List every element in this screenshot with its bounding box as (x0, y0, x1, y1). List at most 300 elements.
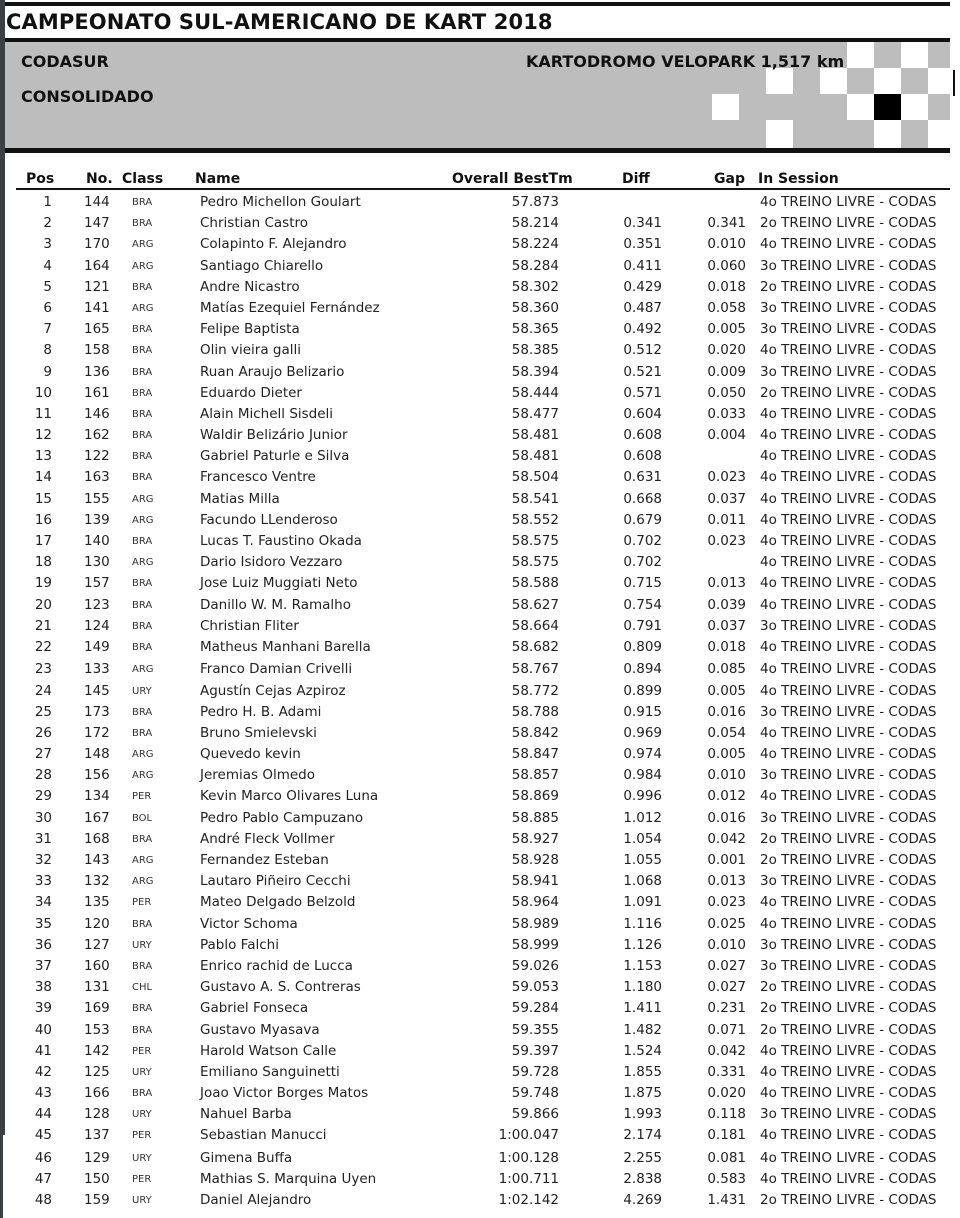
viewer-left-edge-lower (0, 1135, 3, 1218)
cell-pos: 33 (34, 873, 52, 890)
cell-driver-name: Danillo W. M. Ramalho (200, 596, 351, 613)
cell-best-time: 1:00.128 (498, 1149, 559, 1166)
cell-gap: 0.027 (707, 957, 746, 974)
cell-session: 3o TREINO LIVRE - CODAS (760, 957, 937, 974)
cell-kart-number: 173 (84, 703, 110, 720)
cell-pos: 37 (34, 957, 52, 974)
cell-best-time: 58.869 (511, 788, 559, 805)
table-row (16, 467, 950, 488)
cell-kart-number: 150 (84, 1171, 110, 1187)
cell-pos: 2 (43, 215, 52, 232)
cell-pos: 9 (43, 363, 52, 380)
cell-pos: 1 (43, 194, 52, 210)
cell-session: 4o TREINO LIVRE - CODAS (760, 788, 937, 805)
cell-driver-name: Olin vieira galli (200, 342, 301, 359)
cell-best-time: 58.385 (511, 342, 559, 359)
cell-best-time: 59.866 (511, 1106, 559, 1123)
cell-pos: 46 (34, 1149, 52, 1166)
cell-gap: 0.009 (707, 363, 746, 380)
cell-pos: 11 (34, 405, 52, 422)
cell-pos: 38 (34, 979, 52, 996)
table-row (16, 510, 950, 531)
cell-class: BRA (132, 281, 153, 293)
cell-session: 4o TREINO LIVRE - CODAS (760, 746, 937, 763)
cell-gap: 0.039 (707, 596, 746, 613)
cell-diff: 0.899 (623, 682, 662, 699)
report-type-label: CONSOLIDADO (21, 87, 154, 106)
cell-class: BRA (132, 706, 153, 718)
cell-session: 4o TREINO LIVRE - CODAS (760, 1063, 937, 1080)
table-row (16, 786, 950, 807)
col-header-gap: Gap (714, 171, 745, 187)
cell-gap: 0.583 (707, 1171, 746, 1187)
cell-diff: 0.679 (623, 511, 662, 528)
cell-session: 3o TREINO LIVRE - CODAS (760, 936, 937, 953)
cell-kart-number: 161 (84, 384, 110, 401)
cell-gap: 0.004 (707, 427, 746, 444)
cell-best-time: 58.481 (511, 448, 559, 465)
cell-class: PER (132, 897, 152, 909)
cell-diff: 1.411 (623, 1000, 662, 1017)
cell-diff: 1.068 (623, 873, 662, 890)
cell-best-time: 58.575 (511, 533, 559, 549)
cell-session: 3o TREINO LIVRE - CODAS (760, 321, 937, 338)
results-page (5, 0, 955, 1218)
cell-class: ARG (132, 664, 154, 676)
cell-best-time: 58.504 (511, 469, 559, 486)
cell-driver-name: Waldir Belizário Junior (200, 427, 348, 444)
cell-kart-number: 140 (84, 533, 110, 549)
cell-gap: 0.005 (707, 682, 746, 699)
cell-kart-number: 130 (84, 554, 110, 571)
cell-kart-number: 153 (84, 1021, 110, 1038)
cell-class: ARG (132, 749, 154, 761)
results-table-header (16, 171, 950, 190)
cell-session: 4o TREINO LIVRE - CODAS (760, 405, 937, 422)
cell-best-time: 58.394 (511, 363, 559, 380)
cell-best-time: 58.588 (511, 575, 559, 592)
table-row (16, 616, 950, 637)
cell-class: BRA (132, 578, 153, 590)
cell-kart-number: 145 (84, 682, 110, 699)
table-row (16, 956, 950, 977)
cell-gap: 0.023 (707, 894, 746, 911)
cell-driver-name: Gimena Buffa (200, 1149, 293, 1166)
cell-best-time: 58.772 (511, 682, 559, 699)
cell-best-time: 58.928 (511, 852, 559, 868)
cell-session: 2o TREINO LIVRE - CODAS (760, 1192, 937, 1209)
cell-kart-number: 131 (84, 979, 110, 996)
cell-driver-name: Emiliano Sanguinetti (200, 1063, 340, 1080)
cell-gap: 0.027 (707, 979, 746, 996)
cell-driver-name: Jose Luiz Muggiati Neto (200, 575, 358, 592)
cell-class: URY (132, 939, 152, 951)
cell-class: ARG (132, 876, 154, 888)
cell-gap: 0.181 (707, 1127, 746, 1144)
cell-class: ARG (132, 302, 154, 314)
cell-diff: 0.351 (623, 236, 662, 253)
cell-driver-name: Felipe Baptista (200, 321, 300, 338)
cell-class: URY (132, 1152, 152, 1164)
col-header-diff: Diff (622, 171, 650, 187)
col-header-name: Name (195, 171, 241, 187)
cell-kart-number: 160 (84, 957, 110, 974)
cell-kart-number: 125 (84, 1063, 110, 1080)
cell-session: 2o TREINO LIVRE - CODAS (760, 979, 937, 996)
cell-gap: 0.018 (707, 278, 746, 295)
cell-gap: 0.020 (707, 1085, 746, 1102)
cell-session: 4o TREINO LIVRE - CODAS (760, 554, 937, 571)
cell-class: BOL (132, 812, 153, 824)
cell-pos: 30 (34, 809, 52, 826)
cell-diff: 0.702 (623, 533, 662, 549)
cell-session: 4o TREINO LIVRE - CODAS (760, 1085, 937, 1102)
cell-pos: 42 (34, 1063, 52, 1080)
col-header-best-time-text: Overall BestTm (452, 171, 573, 187)
table-row (16, 659, 950, 680)
cell-diff: 4.269 (623, 1192, 662, 1209)
cell-class: PER (132, 1130, 152, 1142)
table-row (16, 1190, 950, 1211)
cell-kart-number: 149 (84, 638, 110, 655)
table-row (16, 681, 950, 702)
cell-best-time: 57.873 (511, 194, 559, 210)
cell-gap: 0.054 (707, 724, 746, 741)
cell-session: 4o TREINO LIVRE - CODAS (760, 427, 937, 444)
cell-driver-name: Colapinto F. Alejandro (200, 236, 347, 253)
cell-best-time: 58.767 (511, 661, 559, 678)
cell-session: 4o TREINO LIVRE - CODAS (760, 894, 937, 911)
cell-pos: 47 (34, 1171, 52, 1187)
table-row (16, 935, 950, 956)
cell-kart-number: 132 (84, 873, 110, 890)
cell-driver-name: Gabriel Paturle e Silva (200, 448, 350, 465)
cell-pos: 14 (34, 469, 52, 486)
table-row (16, 1148, 950, 1169)
cell-best-time: 59.284 (511, 1000, 559, 1017)
cell-diff: 0.411 (623, 257, 662, 274)
cell-session: 3o TREINO LIVRE - CODAS (760, 617, 937, 634)
cell-best-time: 58.477 (511, 405, 559, 422)
table-row (16, 383, 950, 404)
table-row (16, 744, 950, 765)
championship-title: CAMPEONATO SUL-AMERICANO DE KART 2018 (6, 10, 553, 34)
table-row (16, 277, 950, 298)
cell-pos: 35 (34, 915, 52, 932)
cell-class: BRA (132, 620, 153, 632)
cell-class: URY (132, 1066, 152, 1078)
table-row (16, 998, 950, 1019)
cell-diff: 0.512 (623, 342, 662, 359)
cell-session: 2o TREINO LIVRE - CODAS (760, 830, 937, 847)
cell-class: ARG (132, 855, 154, 866)
cell-session: 4o TREINO LIVRE - CODAS (760, 661, 937, 678)
table-row (16, 637, 950, 658)
cell-kart-number: 168 (84, 830, 110, 847)
col-header-no: No. (86, 171, 113, 187)
cell-diff: 0.341 (623, 215, 662, 232)
cell-best-time: 58.444 (511, 384, 559, 401)
cell-driver-name: Francesco Ventre (200, 469, 316, 486)
cell-diff: 1.055 (623, 852, 662, 868)
cell-pos: 48 (34, 1192, 52, 1209)
cell-best-time: 58.885 (511, 809, 559, 826)
cell-diff: 0.521 (623, 363, 662, 380)
cell-pos: 8 (43, 342, 52, 359)
cell-class: BRA (132, 218, 153, 230)
cell-diff: 0.608 (623, 448, 662, 465)
cell-class: URY (132, 1109, 152, 1121)
cell-class: BRA (132, 918, 153, 930)
cell-session: 4o TREINO LIVRE - CODAS (760, 1042, 937, 1059)
cell-driver-name: Christian Fliter (200, 617, 299, 634)
organization-label: CODASUR (21, 52, 109, 71)
cell-pos: 16 (34, 511, 52, 528)
cell-pos: 40 (34, 1021, 52, 1038)
cell-kart-number: 121 (84, 278, 110, 295)
cell-gap: 0.118 (707, 1106, 746, 1123)
table-row (16, 1169, 950, 1190)
cell-diff: 1.116 (623, 915, 662, 932)
cell-best-time: 59.748 (511, 1085, 559, 1102)
cell-session: 2o TREINO LIVRE - CODAS (760, 1000, 937, 1017)
cell-pos: 31 (34, 830, 52, 847)
cell-best-time: 58.575 (511, 554, 559, 571)
cell-kart-number: 129 (84, 1149, 110, 1166)
table-row (16, 914, 950, 935)
cell-session: 3o TREINO LIVRE - CODAS (760, 703, 937, 720)
cell-kart-number: 146 (84, 405, 110, 422)
cell-best-time: 59.053 (511, 979, 559, 996)
cell-gap: 0.085 (707, 661, 746, 678)
cell-best-time: 58.941 (511, 873, 559, 890)
cell-driver-name: Gustavo Myasava (200, 1021, 320, 1038)
cell-session: 2o TREINO LIVRE - CODAS (760, 852, 937, 868)
cell-class: ARG (132, 770, 154, 782)
cell-session: 3o TREINO LIVRE - CODAS (760, 1106, 937, 1123)
cell-gap: 0.058 (707, 299, 746, 316)
cell-diff: 0.969 (623, 724, 662, 741)
cell-pos: 6 (43, 299, 52, 316)
cell-gap: 0.033 (707, 405, 746, 422)
cell-kart-number: 156 (84, 767, 110, 784)
cell-session: 4o TREINO LIVRE - CODAS (760, 915, 937, 932)
cell-best-time: 58.224 (511, 236, 559, 253)
cell-gap: 0.010 (707, 936, 746, 953)
table-row (16, 850, 950, 871)
cell-best-time: 58.541 (511, 490, 559, 507)
table-row (16, 192, 950, 213)
cell-class: BRA (132, 1003, 153, 1015)
cell-class: URY (132, 1195, 152, 1207)
cell-diff: 1.524 (623, 1042, 662, 1059)
cell-driver-name: Gustavo A. S. Contreras (200, 979, 361, 996)
cell-best-time: 1:00.711 (498, 1171, 559, 1187)
cell-gap: 0.081 (707, 1149, 746, 1166)
col-header-best-time (452, 171, 573, 187)
track-label: KARTODROMO VELOPARK 1,517 km (526, 52, 845, 71)
cell-diff: 1.180 (623, 979, 662, 996)
cell-session: 4o TREINO LIVRE - CODAS (760, 469, 937, 486)
cell-best-time: 1:02.142 (498, 1192, 559, 1209)
cell-best-time: 58.927 (511, 830, 559, 847)
cell-session: 4o TREINO LIVRE - CODAS (760, 236, 937, 253)
cell-session: 2o TREINO LIVRE - CODAS (760, 1021, 937, 1038)
cell-session: 3o TREINO LIVRE - CODAS (760, 873, 937, 890)
cell-session: 4o TREINO LIVRE - CODAS (760, 682, 937, 699)
cell-class: BRA (132, 472, 153, 484)
cell-driver-name: Eduardo Dieter (200, 384, 302, 401)
cell-driver-name: Gabriel Fonseca (200, 1000, 309, 1017)
cell-class: PER (132, 1174, 152, 1185)
cell-kart-number: 158 (84, 342, 110, 359)
cell-session: 3o TREINO LIVRE - CODAS (760, 257, 937, 274)
cell-diff: 0.894 (623, 661, 662, 678)
cell-diff: 1.482 (623, 1021, 662, 1038)
cell-kart-number: 134 (84, 788, 110, 805)
cell-driver-name: Mathias S. Marquina Uyen (200, 1171, 377, 1187)
cell-class: BRA (132, 536, 153, 547)
cell-session: 3o TREINO LIVRE - CODAS (760, 809, 937, 826)
cell-diff: 0.668 (623, 490, 662, 507)
table-row (16, 1125, 950, 1146)
cell-best-time: 59.026 (511, 957, 559, 974)
cell-pos: 7 (43, 321, 52, 338)
col-header-pos: Pos (26, 171, 55, 187)
cell-diff: 0.996 (623, 788, 662, 805)
cell-gap: 0.231 (707, 1000, 746, 1017)
cell-pos: 10 (34, 384, 52, 401)
cell-class: BRA (132, 408, 153, 420)
cell-kart-number: 147 (84, 215, 110, 232)
cell-kart-number: 142 (84, 1042, 110, 1059)
cell-best-time: 58.481 (511, 427, 559, 444)
cell-kart-number: 123 (84, 596, 110, 613)
cell-best-time: 58.302 (511, 278, 559, 295)
table-row (16, 829, 950, 850)
cell-class: BRA (132, 727, 153, 739)
cell-pos: 3 (43, 236, 52, 253)
cell-gap: 0.341 (707, 215, 746, 232)
cell-diff: 1.012 (623, 809, 662, 826)
cell-driver-name: Dario Isidoro Vezzaro (200, 554, 343, 571)
cell-driver-name: Pedro H. B. Adami (200, 703, 322, 720)
table-row (16, 489, 950, 510)
cell-driver-name: Agustín Cejas Azpiroz (200, 682, 346, 699)
table-row (16, 213, 950, 234)
table-row (16, 871, 950, 892)
cell-diff: 0.492 (623, 321, 662, 338)
cell-driver-name: Facundo LLenderoso (200, 511, 338, 528)
table-row (16, 723, 950, 744)
cell-best-time: 59.728 (511, 1063, 559, 1080)
cell-diff: 0.984 (623, 767, 662, 784)
cell-pos: 12 (34, 427, 52, 444)
cell-class: PER (132, 1045, 152, 1057)
cell-kart-number: 172 (84, 724, 110, 741)
cell-kart-number: 137 (84, 1127, 110, 1144)
cell-driver-name: Harold Watson Calle (200, 1042, 337, 1059)
cell-kart-number: 165 (84, 321, 110, 338)
cell-session: 4o TREINO LIVRE - CODAS (760, 575, 937, 592)
cell-best-time: 58.682 (511, 638, 559, 655)
cell-best-time: 58.857 (511, 767, 559, 784)
cell-class: BRA (132, 366, 153, 378)
table-row (16, 573, 950, 594)
cell-pos: 19 (34, 575, 52, 592)
cell-driver-name: Matías Ezequiel Fernández (200, 299, 380, 316)
cell-session: 2o TREINO LIVRE - CODAS (760, 384, 937, 401)
cell-best-time: 58.964 (511, 894, 559, 911)
cell-kart-number: 157 (84, 575, 110, 592)
cell-kart-number: 128 (84, 1106, 110, 1123)
cell-class: BRA (132, 387, 153, 399)
cell-session: 4o TREINO LIVRE - CODAS (760, 490, 937, 507)
cell-class: BRA (132, 833, 153, 845)
cell-best-time: 58.365 (511, 321, 559, 338)
cell-kart-number: 144 (84, 194, 110, 210)
cell-gap: 0.016 (707, 703, 746, 720)
table-row (16, 256, 950, 277)
table-row (16, 1083, 950, 1104)
cell-gap: 0.010 (707, 767, 746, 784)
cell-kart-number: 124 (84, 617, 110, 634)
table-row (16, 1104, 950, 1125)
cell-pos: 34 (34, 894, 52, 911)
cell-gap: 0.050 (707, 384, 746, 401)
cell-driver-name: Quevedo kevin (200, 746, 301, 763)
table-row (16, 319, 950, 340)
cell-gap: 0.013 (707, 873, 746, 890)
cell-session: 3o TREINO LIVRE - CODAS (760, 363, 937, 380)
cell-diff: 2.838 (623, 1171, 662, 1187)
cell-session: 2o TREINO LIVRE - CODAS (760, 278, 937, 295)
cell-class: BRA (132, 641, 153, 653)
col-header-class: Class (122, 171, 164, 187)
cell-diff: 1.855 (623, 1063, 662, 1080)
cell-diff: 1.126 (623, 936, 662, 953)
table-row (16, 595, 950, 616)
table-row (16, 977, 950, 998)
cell-pos: 4 (43, 257, 52, 274)
cell-class: PER (132, 791, 152, 803)
cell-pos: 32 (34, 852, 52, 868)
cell-class: BRA (132, 324, 153, 336)
cell-best-time: 59.397 (511, 1042, 559, 1059)
cell-pos: 22 (34, 638, 52, 655)
cell-driver-name: André Fleck Vollmer (200, 830, 335, 847)
cell-kart-number: 167 (84, 809, 110, 826)
cell-best-time: 58.999 (511, 936, 559, 953)
cell-gap: 1.431 (707, 1192, 746, 1209)
cell-driver-name: Santiago Chiarello (200, 257, 324, 274)
cell-class: ARG (132, 514, 154, 526)
cell-gap: 0.013 (707, 575, 746, 592)
table-row (16, 552, 950, 573)
cell-kart-number: 136 (84, 363, 110, 380)
cell-session: 3o TREINO LIVRE - CODAS (760, 767, 937, 784)
cell-diff: 0.754 (623, 596, 662, 613)
table-row (16, 702, 950, 723)
cell-gap: 0.023 (707, 469, 746, 486)
cell-diff: 0.608 (623, 427, 662, 444)
cell-pos: 25 (34, 703, 52, 720)
cell-gap: 0.011 (707, 511, 746, 528)
table-row (16, 808, 950, 829)
cell-driver-name: Alain Michell Sisdeli (200, 405, 334, 422)
cell-class: BRA (132, 451, 153, 463)
cell-driver-name: Lucas T. Faustino Okada (200, 533, 362, 549)
